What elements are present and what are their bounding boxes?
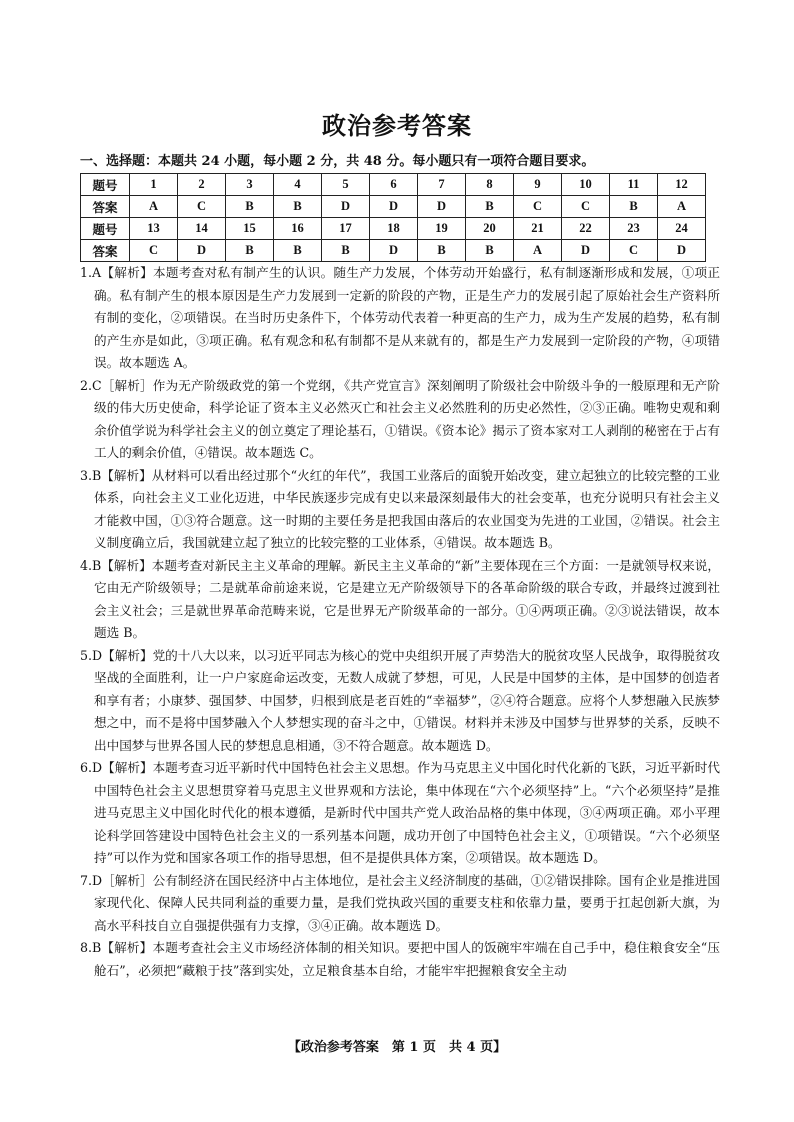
page-footer: 【政治参考答案 第 1 页 共 4 页】 <box>287 1040 507 1055</box>
table-cell: 15 <box>226 218 274 240</box>
table-cell: A <box>658 196 706 218</box>
table-cell: B <box>418 240 466 262</box>
table-cell: 4 <box>274 174 322 196</box>
table-cell: 19 <box>418 218 466 240</box>
table-cell: C <box>562 196 610 218</box>
table-cell: B <box>466 196 514 218</box>
table-cell: D <box>418 196 466 218</box>
table-cell: A <box>514 240 562 262</box>
table-cell: 11 <box>610 174 658 196</box>
answer-table <box>80 173 706 262</box>
table-cell: D <box>370 240 418 262</box>
table-cell: B <box>610 196 658 218</box>
table-row-answers-1 <box>81 196 706 218</box>
table-cell: D <box>322 196 370 218</box>
table-cell: C <box>130 240 178 262</box>
row-label: 题号 <box>81 218 130 240</box>
table-cell: 13 <box>130 218 178 240</box>
table-cell: B <box>274 196 322 218</box>
table-cell: D <box>658 240 706 262</box>
table-cell: B <box>322 240 370 262</box>
row-label: 答案 <box>81 196 130 218</box>
table-cell: 6 <box>370 174 418 196</box>
table-cell: C <box>178 196 226 218</box>
table-cell: D <box>370 196 418 218</box>
explanation-8: 8.B【解析】本题考查社会主义市场经济体制的相关知识。要把中国人的饭碗牢牢端在自己手中，稳住粮食安全“压舱石”，必须把“藏粮于技”落到实处，立足粮食基本自给，才能牢牢把握粮食安全主动 <box>80 940 720 978</box>
table-cell: 22 <box>562 218 610 240</box>
explanation-3: 3.B【解析】从材料可以看出经过那个“火红的年代”，我国工业落后的面貌开始改变，建立起独立的比较完整的工业体系，向社会主义工业化迈进，中华民族逐步完成有史以来最深刻最伟大的社会变革，也充分说明只有社会主义才能救中国，①③符合题意。这一时期的主要任务是把我国由落后的农业国变为先进的工业国，②错误。社会主义制度确立后，我国就建立起了独立的比较完整的工业体系，④错误。故本题选 B。 <box>80 467 720 550</box>
table-cell: 20 <box>466 218 514 240</box>
table-cell: 16 <box>274 218 322 240</box>
table-cell: 5 <box>322 174 370 196</box>
table-cell: 21 <box>514 218 562 240</box>
table-cell: B <box>466 240 514 262</box>
table-cell: 23 <box>610 218 658 240</box>
explanations <box>80 262 720 982</box>
table-cell: C <box>514 196 562 218</box>
table-row-answers-2 <box>81 240 706 262</box>
table-cell: C <box>610 240 658 262</box>
table-row-question-numbers-2 <box>81 218 706 240</box>
table-cell: 3 <box>226 174 274 196</box>
explanation-5: 5.D【解析】党的十八大以来，以习近平同志为核心的党中央组织开展了声势浩大的脱贫攻坚人民战争，取得脱贫攻坚战的全面胜利，让一户户家庭命运改变，无数人成就了梦想，可见，人民是中国梦的主体，是中国梦的创造者和享有者；小康梦、强国梦、中国梦，归根到底是老百姓的“幸福梦”，②④符合题意。应将个人梦想融入民族梦想之中，而不是将中国梦融入个人梦想实现的奋斗之中，①错误。材料并未涉及中国梦与世界梦的关系，反映不出中国梦与世界各国人民的梦想息息相通，③不符合题意。故本题选 D。 <box>80 647 720 753</box>
page-title: 政治参考答案 <box>322 111 472 140</box>
table-cell: 24 <box>658 218 706 240</box>
table-cell: 12 <box>658 174 706 196</box>
table-cell: D <box>178 240 226 262</box>
explanation-7: 7.D［解析］公有制经济在国民经济中占主体地位，是社会主义经济制度的基础，①②错误排除。国有企业是推进国家现代化、保障人民共同利益的重要力量，是我们党执政兴国的重要支柱和依靠力量，要勇于扛起创新大旗，为高水平科技自立自强提供强有力支撑，③④正确。故本题选 D。 <box>80 872 720 933</box>
explanation-2: 2.C［解析］作为无产阶级政党的第一个党纲，《共产党宣言》深刻阐明了阶级社会中阶级斗争的一般原理和无产阶级的伟大历史使命，科学论证了资本主义必然灭亡和社会主义必然胜利的历史必然性，②③正确。唯物史观和剩余价值学说为科学社会主义的创立奠定了理论基石，①错误。《资本论》揭示了资本家对工人剥削的秘密在于占有工人的剩余价值，④错误。故本题选 C。 <box>80 377 720 460</box>
explanation-1: 1.A【解析】本题考查对私有制产生的认识。随生产力发展，个体劳动开始盛行，私有制逐渐形成和发展，①项正确。私有制产生的根本原因是生产力发展到一定新的阶段的产物，正是生产力的发展引起了原始社会生产资料所有制的变化，②项错误。在当时历史条件下，个体劳动代表着一种更高的生产力，成为生产发展的趋势，私有制的产生亦是如此，③项正确。私有观念和私有制都不是从来就有的，都是生产力发展到一定阶段的产物，④项错误。故本题选 A。 <box>80 265 720 370</box>
table-cell: 17 <box>322 218 370 240</box>
row-label: 答案 <box>81 240 130 262</box>
table-cell: 10 <box>562 174 610 196</box>
table-cell: 8 <box>466 174 514 196</box>
table-cell: B <box>226 196 274 218</box>
row-label: 题号 <box>81 174 130 196</box>
explanation-6: 6.D【解析】本题考查习近平新时代中国特色社会主义思想。作为马克思主义中国化时代化新的飞跃，习近平新时代中国特色社会主义思想贯穿着马克思主义世界观和方法论，集中体现在“六个必须坚持”上。“六个必须坚持”是推进马克思主义中国化时代化的根本遵循，是新时代中国共产党人政治品格的集中体现，③④两项正确。邓小平理论科学回答建设中国特色社会主义的一系列基本问题，成功开创了中国特色社会主义，①项错误。“六个必须坚持”可以作为党和国家各项工作的指导思想，但不是提供具体方案，②项错误。故本题选 D。 <box>80 760 720 865</box>
table-cell: D <box>562 240 610 262</box>
table-cell: 9 <box>514 174 562 196</box>
table-cell: 18 <box>370 218 418 240</box>
explanation-4: 4.B【解析】本题考查对新民主主义革命的理解。新民主主义革命的“新”主要体现在三个方面：一是就领导权来说，它由无产阶级领导；二是就革命前途来说，它是建立无产阶级领导下的各革命阶级的联合专政，并最终过渡到社会主义社会；三是就世界革命范畴来说，它是世界无产阶级革命的一部分。①④两项正确。②③说法错误，故本题选 B。 <box>80 557 720 640</box>
table-cell: 14 <box>178 218 226 240</box>
table-cell: B <box>274 240 322 262</box>
table-cell: A <box>130 196 178 218</box>
table-cell: B <box>226 240 274 262</box>
table-cell: 2 <box>178 174 226 196</box>
table-cell: 1 <box>130 174 178 196</box>
section-heading: 一、选择题：本题共 24 小题，每小题 2 分，共 48 分。每小题只有一项符合题目要求。 <box>80 154 595 169</box>
table-cell: 7 <box>418 174 466 196</box>
table-row-question-numbers-1 <box>81 174 706 196</box>
